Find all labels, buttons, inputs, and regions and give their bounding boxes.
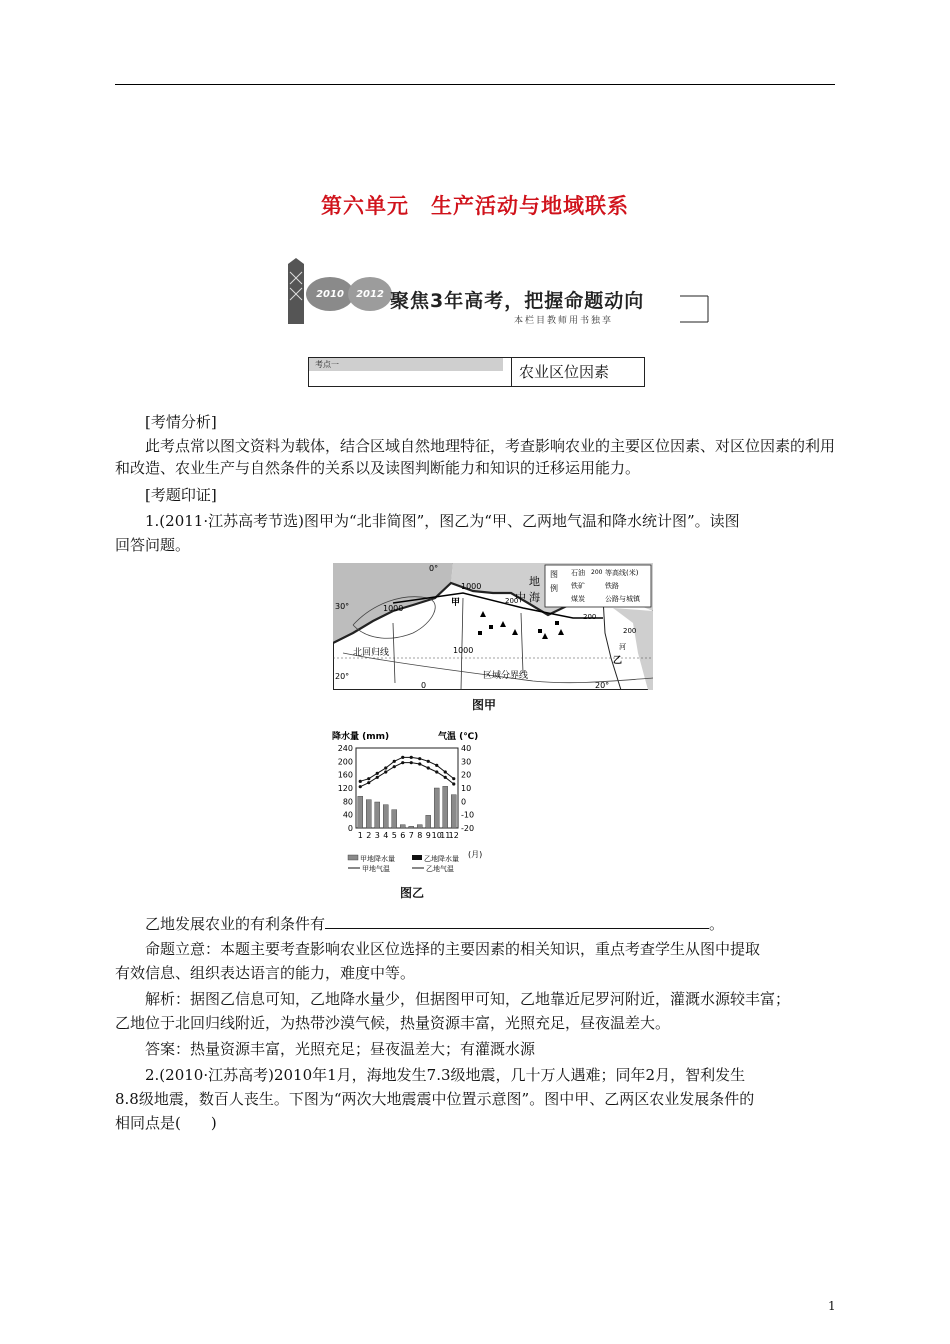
- map-lon-0b: 0: [421, 681, 427, 690]
- kaodian-title: 农业区位因素: [519, 363, 610, 381]
- banner-subheading: 本栏目教师用书独享: [514, 316, 614, 326]
- map-label-sea-2: 中: [515, 591, 526, 604]
- map-label-sea-1: 地: [529, 575, 540, 588]
- chart-xtick: 8: [417, 831, 423, 840]
- q1-intent-line1: 命题立意：本题主要考查影响农业区位选择的主要因素的相关知识，重点考查学生从图中提取: [145, 940, 761, 958]
- banner-heading: 聚焦3年高考，把握命题动向: [390, 290, 645, 312]
- chart-y2tick: 20: [461, 770, 472, 780]
- kaodian-box: [308, 357, 645, 387]
- banner-year-left: 2010: [316, 289, 344, 300]
- chart-y2tick: 0: [461, 797, 467, 807]
- chart-bar: [392, 810, 397, 828]
- chart-bar: [426, 815, 431, 828]
- q2-line3: 相同点是( ): [115, 1114, 217, 1132]
- chart-xtick: 10: [431, 831, 442, 840]
- chart-point: [452, 777, 455, 780]
- map-contour-1000a: 1000: [461, 582, 482, 591]
- map-contour-200a: 200: [505, 597, 519, 605]
- chart-bar: [443, 786, 448, 828]
- q2-line2: 8.8级地震，数百人丧生。下图为“两次大地震震中位置示意图”。图中甲、乙两区农业发展条件的: [115, 1090, 755, 1108]
- map-legend-title-2: 例: [550, 584, 558, 593]
- chart-xtick: 1: [357, 831, 363, 840]
- chart-y2tick: 30: [461, 757, 472, 767]
- chart-xlabel: (月): [468, 850, 483, 859]
- page-title: 第六单元 生产活动与地域联系: [321, 193, 629, 218]
- tower-icon: [288, 258, 304, 324]
- chart-point: [401, 761, 404, 764]
- chart-point: [393, 760, 396, 763]
- chart-bar: [375, 802, 380, 828]
- map-lon-0: 0°: [429, 564, 439, 573]
- chart-legend-label: 甲地气温: [362, 865, 390, 873]
- chart-xtick: 6: [400, 831, 406, 840]
- chart-point: [376, 776, 379, 779]
- chart-legend-label: 乙地气温: [426, 865, 454, 873]
- chart-point: [410, 756, 413, 759]
- chart-ytick: 240: [337, 744, 353, 753]
- map-legend-coal: 煤炭: [571, 595, 585, 603]
- chart-point: [435, 764, 438, 767]
- map-legend-railway: 铁路: [605, 582, 619, 590]
- chart-xtick: 12: [448, 831, 459, 840]
- chart-bar: [417, 825, 422, 828]
- chart-point: [427, 760, 430, 763]
- map-legend-oil: 石油: [571, 569, 585, 577]
- chart-point: [418, 757, 421, 760]
- map-legend-road: 公路与城镇: [605, 595, 640, 603]
- chart-bar: [451, 795, 456, 828]
- chart-point: [435, 770, 438, 773]
- q1-intent-line2: 有效信息、组织表达语言的能力，难度中等。: [115, 964, 416, 982]
- map-lat-20b: 20°: [595, 681, 610, 690]
- chart-bar: [409, 826, 414, 828]
- map-legend-contour-value: 200: [591, 569, 603, 576]
- map-legend-contour: 等高线(米): [605, 569, 639, 577]
- chart-bar: [400, 825, 405, 828]
- section-heading-analysis: [考情分析]: [145, 413, 217, 431]
- analysis-paragraph: 此考点常以图文资料为载体，结合区域自然地理特征，考查影响农业的主要区位因素、对区位因素的利用和改造、农业生产与自然条件的关系以及读图判断能力和知识的迁移运用能力。: [115, 437, 836, 477]
- chart-bar: [366, 800, 371, 828]
- section-heading-examples: [考题印证]: [145, 486, 217, 504]
- q1-answer: 答案：热量资源丰富，光照充足；昼夜温差大；有灌溉水源: [145, 1040, 536, 1058]
- chart-legend-label: 乙地降水量: [424, 855, 459, 863]
- map-label-boundary: 区域分界线: [483, 671, 529, 681]
- chart-point: [452, 782, 455, 785]
- map-legend-iron: 铁矿: [571, 582, 585, 590]
- banner-year-right: 2012: [356, 289, 384, 300]
- chart-ytick: 80: [342, 797, 353, 807]
- chart-point: [444, 776, 447, 779]
- q1-stem-line1: 1.(2011·江苏高考节选)图甲为“北非简图”，图乙为“甲、乙两地气温和降水统计图”。读图: [145, 512, 740, 530]
- chart-point: [427, 766, 430, 769]
- chart-bar: [434, 788, 439, 828]
- q2-line1: 2.(2010·江苏高考)2010年1月，海地发生7.3级地震，几十万人遇难；同年2月，智利发生: [145, 1066, 746, 1084]
- chart-legend-swatch: [348, 855, 358, 860]
- q1-question-prefix: 乙地发展农业的有利条件有: [145, 915, 326, 933]
- chart-series-line: [360, 757, 454, 781]
- banner-graphic: [282, 258, 392, 326]
- map-label-jia: 甲: [451, 598, 461, 608]
- chart-caption: 图乙: [400, 886, 425, 900]
- chart-point: [367, 781, 370, 784]
- header-rule: [115, 84, 835, 85]
- map-label-sea-3: 海: [529, 591, 540, 604]
- map-lat-30: 30°: [335, 602, 350, 611]
- page-number: 1: [828, 1299, 836, 1313]
- q1-question: [145, 913, 724, 935]
- chart-ytick: 200: [337, 757, 353, 767]
- map-north-africa: [333, 563, 653, 690]
- chart-xtick: 3: [374, 831, 380, 840]
- chart-bar: [383, 805, 388, 828]
- chart-y2tick: 40: [461, 744, 472, 753]
- chart-y2tick: 10: [461, 784, 472, 793]
- chart-point: [376, 772, 379, 775]
- chart-point: [444, 770, 447, 773]
- chart-xtick: 11: [440, 831, 451, 840]
- chart-xtick: 5: [391, 831, 397, 840]
- chart-point: [401, 756, 404, 759]
- map-caption: 图甲: [472, 698, 497, 712]
- climate-chart: [330, 728, 500, 880]
- map-lat-20: 20°: [335, 672, 350, 681]
- map-legend-title-1: 图: [550, 570, 558, 579]
- kaodian-label: 考点一: [309, 358, 503, 371]
- map-contour-1000b: 1000: [383, 604, 404, 613]
- banner-bracket: [680, 294, 712, 324]
- chart-point: [410, 761, 413, 764]
- chart-y2tick: -20: [461, 824, 475, 833]
- chart-xtick: 7: [408, 831, 414, 840]
- chart-point: [359, 780, 362, 783]
- chart-ytick: 120: [337, 784, 353, 793]
- map-label-yi: 乙: [613, 656, 623, 666]
- chart-legend-swatch: [412, 855, 422, 860]
- q1-analysis-line2: 乙地位于北回归线附近，为热带沙漠气候，热量资源丰富，光照充足，昼夜温差大。: [115, 1014, 671, 1032]
- chart-legend-label: 甲地降水量: [360, 855, 395, 863]
- chart-ylabel: 降水量 (mm): [332, 732, 390, 742]
- chart-point: [418, 762, 421, 765]
- chart-point: [367, 777, 370, 780]
- chart-xtick: 2: [366, 831, 372, 840]
- q1-question-suffix: 。: [709, 915, 725, 933]
- chart-point: [393, 765, 396, 768]
- section-banner: [282, 258, 712, 326]
- chart-xtick: 9: [425, 831, 431, 840]
- chart-xtick: 4: [383, 831, 389, 840]
- map-contour-1000c: 1000: [453, 646, 474, 655]
- chart-ytick: 40: [342, 810, 353, 820]
- chart-ytick: 0: [347, 824, 353, 833]
- chart-point: [384, 766, 387, 769]
- map-contour-200c: 200: [623, 627, 637, 635]
- chart-y2label: 气温 (℃): [438, 732, 479, 742]
- chart-point: [384, 770, 387, 773]
- chart-ytick: 160: [337, 770, 353, 780]
- q1-analysis-line1: 解析：据图乙信息可知，乙地降水量少，但据图甲可知，乙地靠近尼罗河附近，灌溉水源较丰富；: [145, 990, 791, 1008]
- q1-answer-blank[interactable]: [325, 914, 709, 929]
- chart-point: [359, 785, 362, 788]
- map-label-tropic: 北回归线: [353, 648, 390, 658]
- q1-stem-line2: 回答问题。: [115, 536, 191, 554]
- chart-y2tick: -10: [461, 810, 475, 820]
- map-contour-200b: 200: [583, 613, 597, 621]
- map-label-river: 河: [619, 643, 626, 651]
- chart-bar: [358, 796, 363, 828]
